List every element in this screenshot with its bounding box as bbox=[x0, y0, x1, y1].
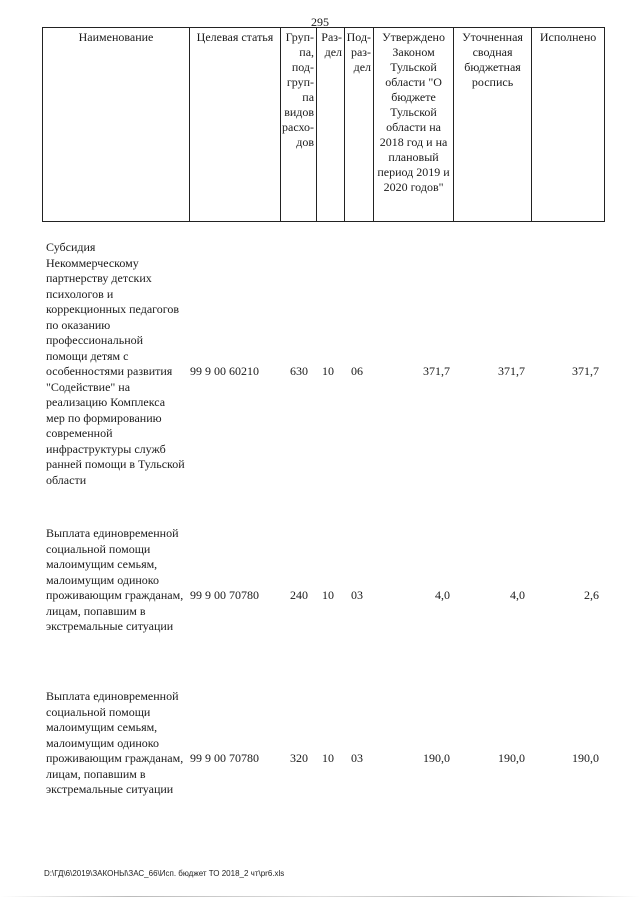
row-name: Субсидия Некоммерческому партнерству детских психологов и коррекционных педагогов по оказанию профессиональной помощи детям с особенностями развития "Содействие" на реализацию Комплекса мер по формированию современной инфраструктуры служб ранней помощи в Тульской области bbox=[46, 240, 185, 487]
header-executed: Исполнено bbox=[532, 28, 605, 222]
row-expense-group: 320 bbox=[290, 751, 308, 765]
file-path-footer: D:\ГД\6\2019\ЗАКОНЫ\ЗАС_66\Исп. бюджет ТО 2018_2 чт\pr6.xls bbox=[44, 869, 285, 878]
header-refined: Уточненная сводная бюджетная роспись bbox=[454, 28, 532, 222]
row-approved: 190,0 bbox=[423, 751, 450, 765]
row-section: 10 bbox=[322, 364, 334, 378]
table-header bbox=[42, 27, 605, 222]
row-section: 10 bbox=[322, 588, 334, 602]
row-target-article: 99 9 00 70780 bbox=[190, 588, 259, 602]
row-executed: 371,7 bbox=[572, 364, 599, 378]
row-name: Выплата единовременной социальной помощи малоимущим семьям, малоимущим одиноко проживающим гражданам, лицам, попавшим в экстремальные ситуации bbox=[46, 689, 184, 796]
row-refined: 190,0 bbox=[498, 751, 525, 765]
row-name: Выплата единовременной социальной помощи малоимущим семьям, малоимущим одиноко проживающим гражданам, лицам, попавшим в экстремальные ситуации bbox=[46, 526, 184, 633]
header-subsection: Под-раз-дел bbox=[345, 28, 374, 222]
row-approved: 4,0 bbox=[435, 588, 450, 602]
row-expense-group: 240 bbox=[290, 588, 308, 602]
header-expense-group: Груп-па, под-груп-па видов расхо-дов bbox=[281, 28, 317, 222]
row-subsection: 03 bbox=[351, 588, 363, 602]
row-subsection: 06 bbox=[351, 364, 363, 378]
row-target-article: 99 9 00 60210 bbox=[190, 364, 259, 378]
row-refined: 371,7 bbox=[498, 364, 525, 378]
row-executed: 190,0 bbox=[572, 751, 599, 765]
header-approved: Утверждено Законом Тульской области "О бюджете Тульской области на 2018 год и на плановый период 2019 и 2020 годов" bbox=[374, 28, 454, 222]
row-executed: 2,6 bbox=[584, 588, 599, 602]
header-name: Наименование bbox=[43, 28, 190, 222]
row-expense-group: 630 bbox=[290, 364, 308, 378]
row-refined: 4,0 bbox=[510, 588, 525, 602]
header-section: Раз-дел bbox=[317, 28, 345, 222]
row-section: 10 bbox=[322, 751, 334, 765]
scan-edge-line bbox=[0, 896, 640, 897]
row-target-article: 99 9 00 70780 bbox=[190, 751, 259, 765]
page-number: 295 bbox=[311, 15, 329, 29]
header-target-article: Целевая статья bbox=[190, 28, 281, 222]
row-approved: 371,7 bbox=[423, 364, 450, 378]
row-subsection: 03 bbox=[351, 751, 363, 765]
